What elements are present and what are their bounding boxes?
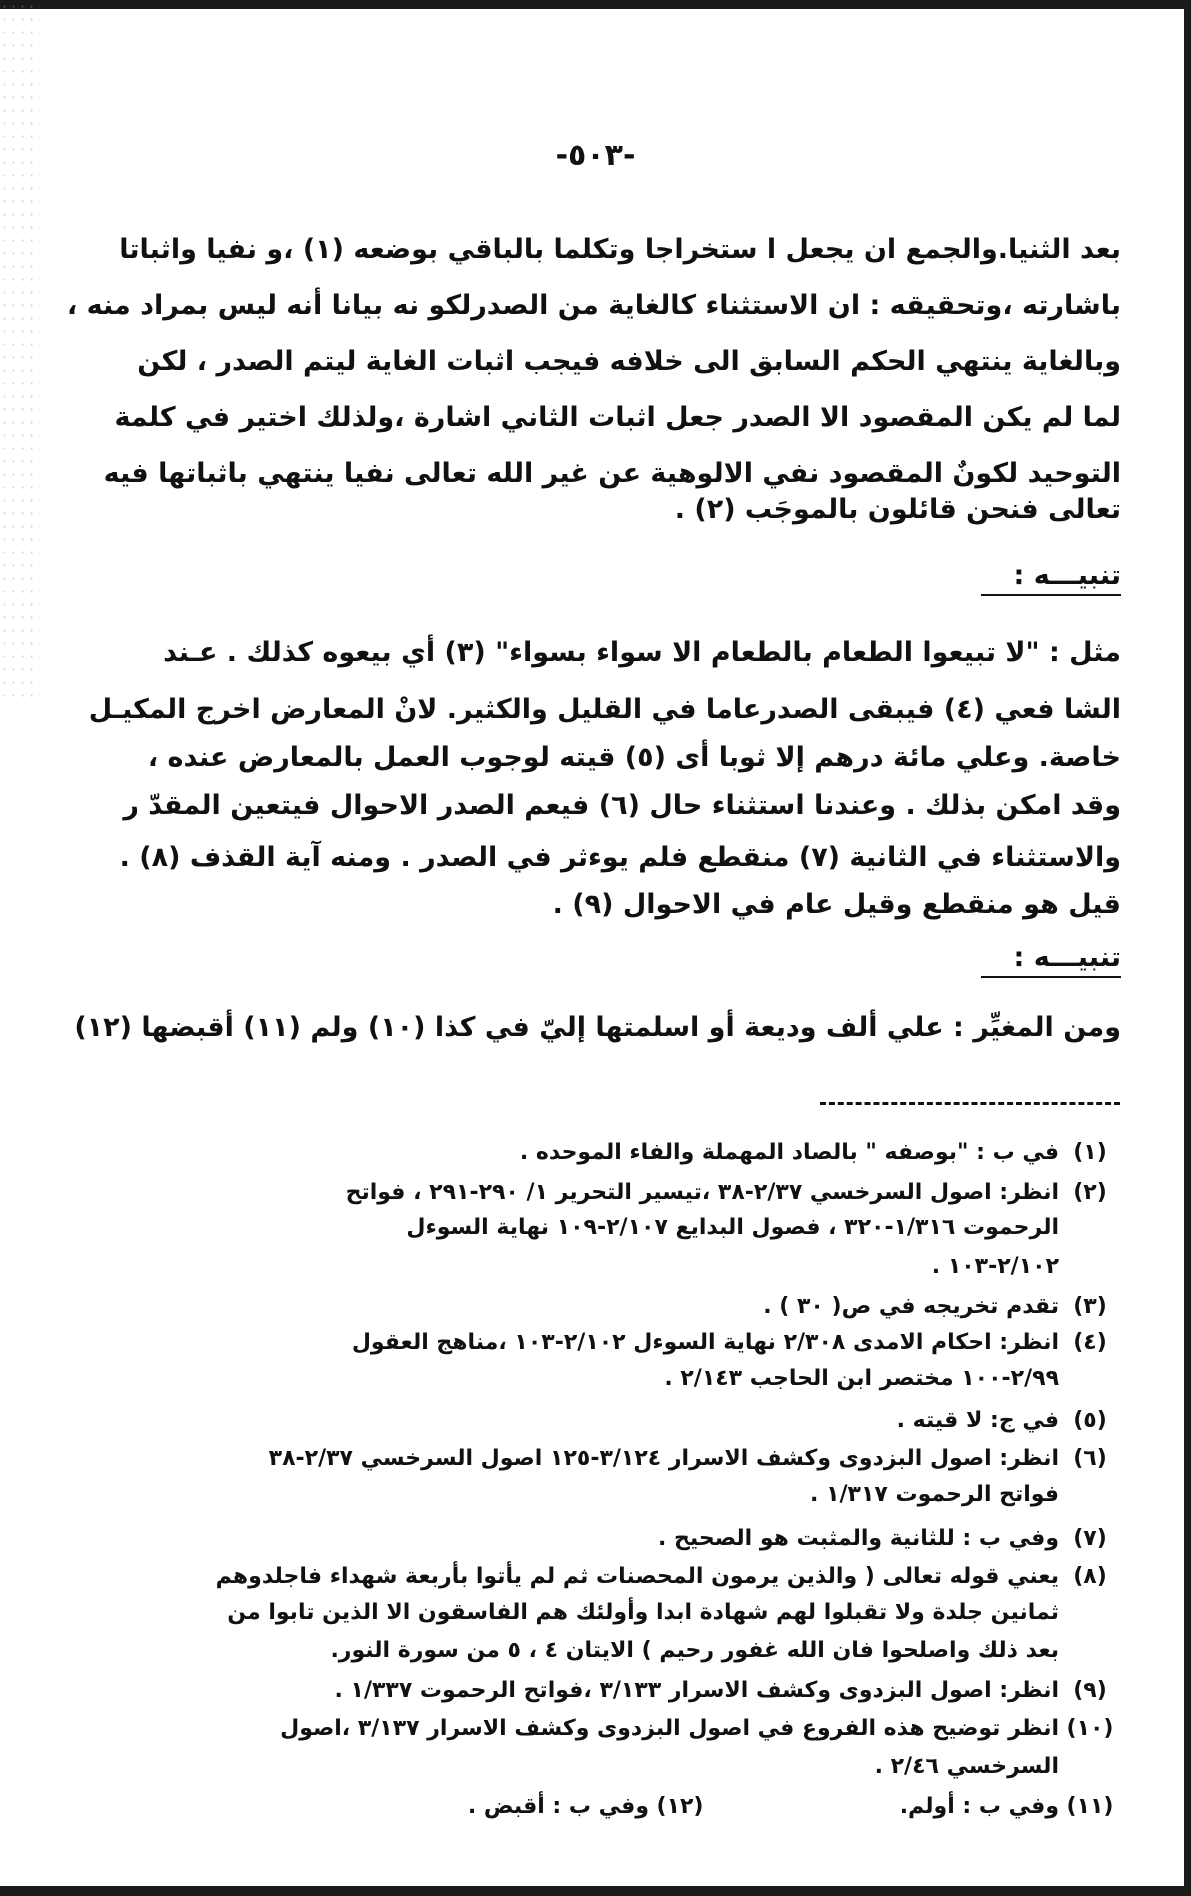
footnote-text: انظر: اصول البزدوى وكشف الاسرار ٣/١٢٤-١٢٥ اصول السرخسي ٢/٣٧-٣٨ [268, 1446, 1059, 1471]
footnote-number: (١) [1073, 1140, 1107, 1165]
body-line: خاصة. وعلي مائة درهم إلا ثوبا أى (٥) قيته لوجوب العمل بالمعارض عنده ، [147, 742, 1121, 773]
scan-edge-bottom [0, 1886, 1191, 1896]
footnote-text: يعني قوله تعالى ( والذين يرمون المحصنات ثم لم يأتوا بأربعة شهداء فاجلدوهم [215, 1564, 1059, 1589]
body-line: ومن المغيِّر : علي ألف وديعة أو اسلمتها إليّ في كذا (١٠) ولم (١١) أقبضها (١٢) [74, 1012, 1121, 1043]
footnote-number: (٤) [1073, 1330, 1107, 1355]
footnote-text: تقدم تخريجه في ص( ٣٠ ) . [763, 1294, 1059, 1319]
scan-edge-right [1184, 0, 1191, 1896]
footnote-text: انظر: اصول البزدوى وكشف الاسرار ٣/١٣٣ ،فواتح الرحموت ١/٣٣٧ . [334, 1678, 1059, 1703]
footnote-continuation: السرخسي ٢/٤٦ . [874, 1754, 1059, 1779]
footnote-continuation: ٢/٩٩-١٠٠ مختصر ابن الحاجب ٢/١٤٣ . [664, 1366, 1059, 1391]
footnote-number: (٨) [1073, 1564, 1107, 1589]
body-line: وبالغاية ينتهي الحكم السابق الى خلافه فيجب اثبات الغاية ليتم الصدر ، لكن [137, 346, 1121, 377]
body-line: قيل هو منقطع وقيل عام في الاحوال (٩) . [552, 889, 1121, 920]
footnote-continuation: فواتح الرحموت ١/٣١٧ . [810, 1482, 1059, 1507]
footnote [81, 1522, 1121, 1556]
footnote-text: انظر: احكام الامدى ٢/٣٠٨ نهاية السوءل ٢/١٠٢-١٠٣ ،مناهج العقول [351, 1330, 1059, 1355]
section-heading-text: تنبيـــه : [1013, 942, 1121, 973]
body-line: الشا فعي (٤) فيبقى الصدرعاما في القليل والكثير. لانْ المعارض اخرج المكيـل [88, 694, 1121, 725]
footnote-number: (١٠) [1066, 1716, 1114, 1741]
footnote-text: في ب : "بوصفه " بالصاد المهملة والفاء الموحده . [519, 1140, 1059, 1165]
footnote-number: (٧) [1073, 1526, 1107, 1551]
footnote-number: (١١) [1066, 1794, 1114, 1819]
scan-edge-top [0, 0, 1191, 9]
scan-speckle [0, 0, 40, 700]
footnote-number: (١٢) [656, 1794, 704, 1819]
footnote-text: في ج: لا قيته . [896, 1408, 1059, 1433]
footnote-number: (٥) [1073, 1408, 1107, 1433]
section-heading-text: تنبيـــه : [1013, 560, 1121, 591]
body-line: لما لم يكن المقصود الا الصدر جعل اثبات الثاني اشارة ،ولذلك اختير في كلمة [114, 402, 1121, 433]
footnote-continuation: ثمانين جلدة ولا تقبلوا لهم شهادة ابدا وأولئك هم الفاسقون الا الذين تابوا من [227, 1600, 1059, 1625]
footnote [311, 1790, 711, 1824]
section-heading [821, 556, 1121, 596]
footnote-text: وفي ب : أقبض . [467, 1794, 649, 1819]
footnote-number: (٣) [1073, 1294, 1107, 1319]
body-line: التوحيد لكونٌ المقصود نفي الالوهية عن غير الله تعالى نفيا ينتهي باثباتها فيه [103, 458, 1121, 489]
heading-underline [981, 594, 1121, 596]
footnote [81, 1326, 1121, 1360]
footnote [761, 1790, 1121, 1824]
footnote-number: (٩) [1073, 1678, 1107, 1703]
footnote-number: (٢) [1073, 1180, 1107, 1205]
footnote [81, 1290, 1121, 1324]
body-line: مثل : "لا تبيعوا الطعام بالطعام الا سواء بسواء" (٣) أي بيعوه كذلك . عـند [163, 637, 1121, 668]
footnote-text: انظر: اصول السرخسي ٢/٣٧-٣٨ ،تيسير التحرير ١/ ٢٩٠-٢٩١ ، فواتح [345, 1180, 1059, 1205]
footnote [81, 1136, 1121, 1170]
page-number: -٥٠٣- [555, 138, 636, 173]
section-heading [821, 938, 1121, 978]
body-line: وقد امكن بذلك . وعندنا استثناء حال (٦) فيعم الصدر الاحوال فيتعين المقدّ ر [123, 790, 1121, 821]
body-line: باشارته ،وتحقيقه : ان الاستثناء كالغاية من الصدرلكو نه بيانا أنه ليس بمراد منه ، [66, 290, 1121, 321]
footnote-continuation: بعد ذلك واصلحوا فان الله غفور رحيم ) الايتان ٤ ، ٥ من سورة النور. [330, 1638, 1059, 1663]
footnote-number: (٦) [1073, 1446, 1107, 1471]
heading-underline [981, 976, 1121, 978]
footnote-continuation: الرحموت ١/٣١٦-٣٢٠ ، فصول البدايع ٢/١٠٧-١٠٩ نهاية السوءل [406, 1215, 1059, 1240]
footnote [81, 1712, 1121, 1746]
footnote [81, 1442, 1121, 1476]
footnote-text: وفي ب : أولم. [899, 1794, 1059, 1819]
footnote [81, 1560, 1121, 1594]
body-line: والاستثناء في الثانية (٧) منقطع فلم يوءثر في الصدر . ومنه آية القذف (٨) . [119, 842, 1121, 873]
body-line: بعد الثنيا.والجمع ان يجعل ا ستخراجا وتكلما بالباقي بوضعه (١) ،و نفيا واثباتا [119, 234, 1121, 265]
footnote [81, 1176, 1121, 1210]
footnote-continuation: ٢/١٠٢-١٠٣ . [931, 1254, 1059, 1279]
footnote-separator [820, 1102, 1120, 1105]
body-line: تعالى فنحن قائلون بالموجَب (٢) . [674, 494, 1121, 525]
footnote [81, 1674, 1121, 1708]
footnote-text: وفي ب : للثانية والمثبت هو الصحيح . [658, 1526, 1059, 1551]
footnote-text: انظر توضيح هذه الفروع في اصول البزدوى وكشف الاسرار ٣/١٣٧ ،اصول [280, 1716, 1059, 1741]
footnote [81, 1404, 1121, 1438]
